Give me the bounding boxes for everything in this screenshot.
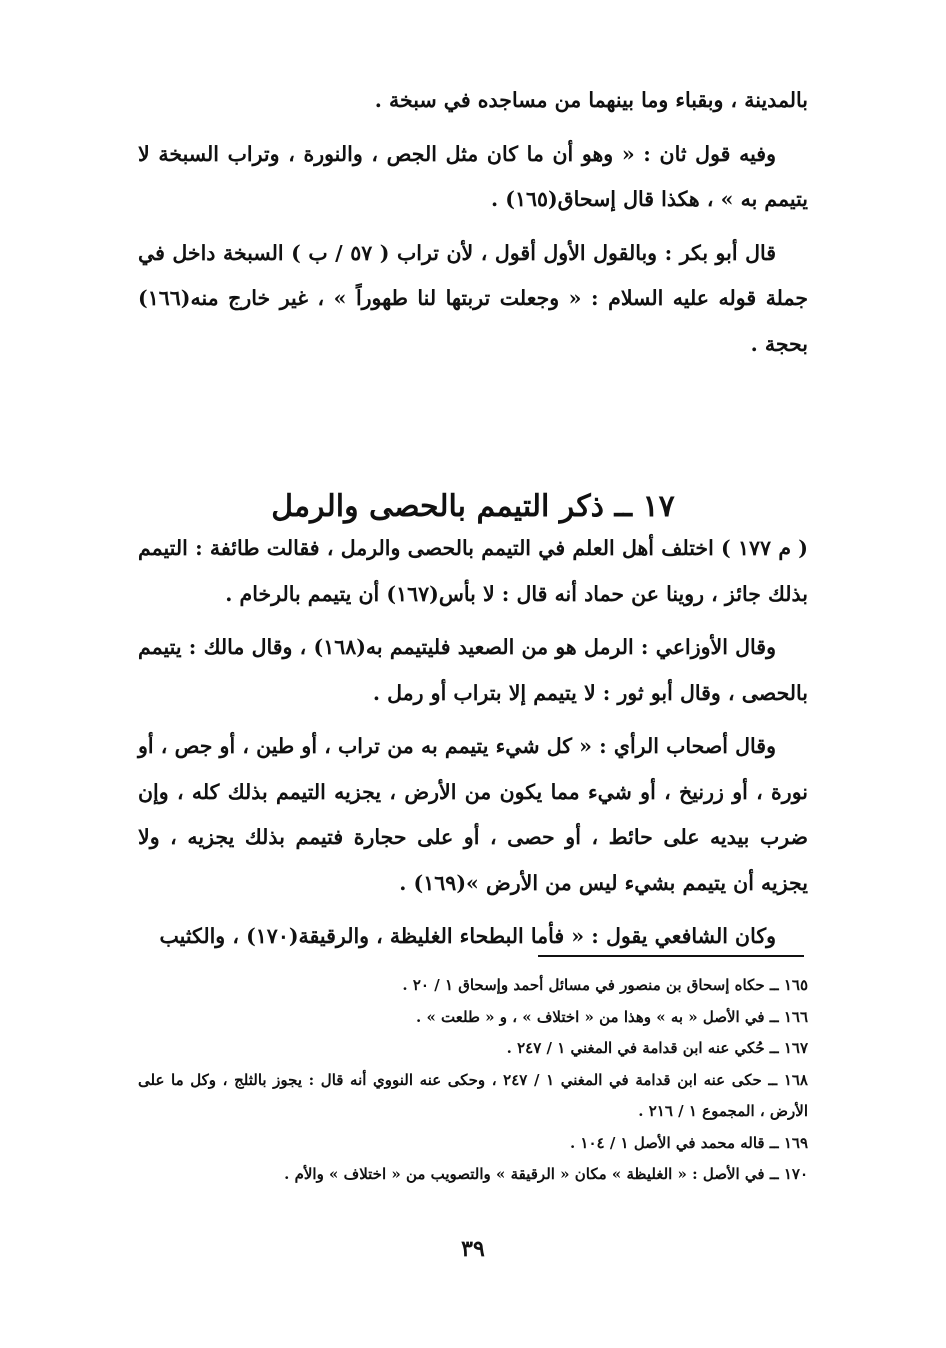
footnotes-block <box>138 970 808 1191</box>
paragraph: وكان الشافعي يقول : « فأما البطحاء الغليظة ، والرقيقة(١٧٠) ، والكثيب <box>159 924 776 948</box>
paragraph: بالمدينة ، وبقباء وما بينهما من مساجده في سبخة . <box>374 88 808 112</box>
paragraph: وقال الأوزاعي : الرمل هو من الصعيد فليتيمم به(١٦٨) ، وقال مالك : يتيمم بالحصى ، وقال أبو ثور : لا يتيمم إلا بتراب أو رمل . <box>138 635 808 705</box>
top-text-block <box>138 78 808 367</box>
footnote: ١٦٧ ــ حُكي عنه ابن قدامة في المغني ١ / ٢٤٧ . <box>506 1039 808 1057</box>
footnote: ١٧٠ ــ في الأصل : « الغليظة » مكان « الرقيقة » والتصويب من « اختلاف » والأم . <box>284 1165 808 1183</box>
paragraph: وفيه قول ثان : « وهو أن ما كان مثل الجص ، والنورة ، وتراب السبخة لا يتيمم به » ، هكذا قال إسحاق(١٦٥) . <box>138 141 808 211</box>
paragraph: وقال أصحاب الرأي : « كل شيء يتيمم به من تراب ، أو طين ، أو جص ، أو نورة ، أو زرنيخ ، أو شيء مما يكون من الأرض ، يجزيه التيمم بذلك كله ، وإن ضرب بيديه على حائط ، أو حصى ، أو على حجارة فتيمم بذلك يجزيه ، ولا يجزيه أن يتيمم بشيء ليس من الأرض »(١٦٩) . <box>138 734 808 895</box>
footnote: ١٦٨ ــ حكى عنه ابن قدامة في المغني ١ / ٢٤٧ ، وحكى عنه النووي أنه قال : يجوز بالثلج ، وكل ما على الأرض ، المجموع ١ / ٢١٦ . <box>138 1070 808 1120</box>
chapter-heading: ١٧ ــ ذكر التيمم بالحصى والرمل <box>271 488 675 524</box>
footnote: ١٦٥ ــ حكاه إسحاق بن منصور في مسائل أحمد وإسحاق ١ / ٢٠ . <box>402 976 808 994</box>
footnote-divider <box>538 955 804 957</box>
footnote: ١٦٩ ــ قاله محمد في الأصل ١ / ١٠٤ . <box>569 1133 808 1152</box>
paragraph: ( م ١٧٧ ) اختلف أهل العلم في التيمم بالحصى والرمل ، فقالت طائفة : التيمم بذلك جائز ، روينا عن حماد أنه قال : لا بأس(١٦٧) أن يتيمم بالرخام . <box>138 536 808 606</box>
paragraph: قال أبو بكر : وبالقول الأول أقول ، لأن تراب ( ٥٧ / ب ) السبخة داخل في جملة قوله عليه السلام : « وجعلت تربتها لنا طهوراً » ، غير خارج منه(١٦٦) بحجة . <box>138 240 808 356</box>
footnote: ١٦٦ ــ في الأصل « به » وهذا من « اختلاف » ، و « طلعت » . <box>416 1007 808 1026</box>
main-text-block <box>138 526 808 960</box>
page-number: ٣٩ <box>461 1236 485 1262</box>
